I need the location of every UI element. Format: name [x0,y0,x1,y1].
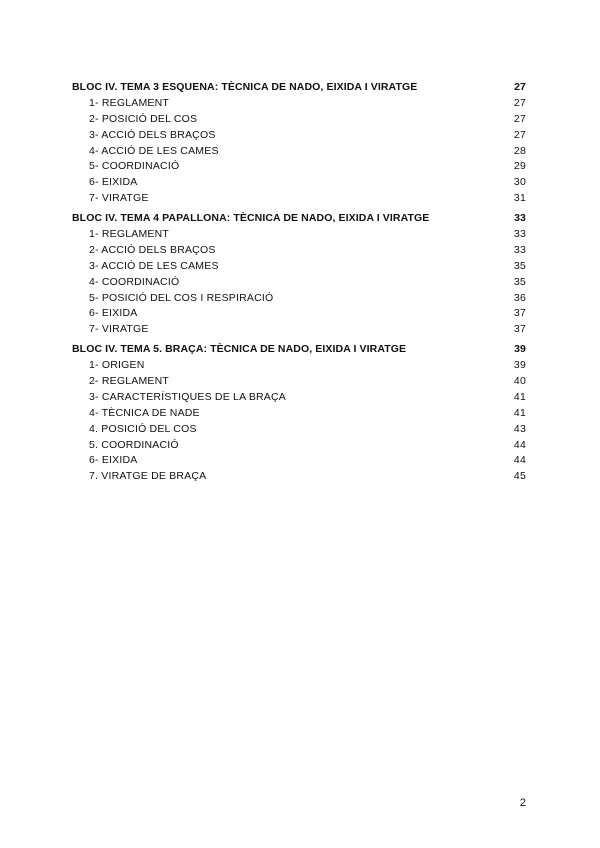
toc-entry[interactable] [72,358,526,374]
toc-entry-page: 36 [513,291,526,304]
toc-entry-label: 4. POSICIÓ DEL COS [89,422,197,435]
toc-entry-page: 29 [513,160,526,173]
toc-entry[interactable] [72,159,526,175]
toc-entry-label: 4- ACCIÓ DE LES CAMES [89,144,219,157]
toc-entry[interactable] [72,191,526,207]
toc-entry-page: 33 [513,228,526,241]
toc-entry-label: 2- REGLAMENT [89,375,169,388]
toc-entry[interactable] [72,144,526,160]
toc-entry-label: 1- REGLAMENT [89,228,169,241]
toc-entry-label: 3- CARACTERÍSTIQUES DE LA BRAÇA [89,390,286,403]
toc-entry-page: 44 [513,438,526,451]
toc-entry-page: 40 [513,375,526,388]
toc-entry-page: 35 [513,259,526,272]
toc-entry-page: 28 [513,144,526,157]
toc-entry-page: 33 [513,243,526,256]
toc-entry[interactable] [72,306,526,322]
toc-entry-page: 37 [513,323,526,336]
toc-heading-title: BLOC IV. TEMA 5. BRAÇA: TÈCNICA DE NADO, EIXIDA I VIRATGE [72,343,407,356]
toc-entry[interactable] [72,275,526,291]
toc-entry[interactable] [72,453,526,469]
toc-entry-label: 5- COORDINACIÓ [89,160,180,173]
toc-entry[interactable] [72,406,526,422]
toc-entry[interactable] [72,227,526,243]
toc-entry-label: 3- ACCIÓ DE LES CAMES [89,259,219,272]
toc-entry-page: 27 [513,128,526,141]
toc-entry-label: 2- ACCIÓ DELS BRAÇOS [89,243,216,256]
toc-heading-page: 33 [514,212,526,225]
toc-heading-title: BLOC IV. TEMA 3 ESQUENA: TÈCNICA DE NADO, EIXIDA I VIRATGE [72,81,418,93]
toc-entry-page: 45 [513,470,526,483]
toc-entry-page: 41 [513,390,526,403]
toc-entry-label: 3- ACCIÓ DELS BRAÇOS [89,128,216,141]
toc-entry-label: 4- COORDINACIÓ [89,275,180,288]
toc-heading[interactable] [72,342,526,358]
toc-entry-label: 6- EIXIDA [89,176,138,189]
toc-entry-label: 6- EIXIDA [89,454,138,467]
toc-entry[interactable] [72,259,526,275]
toc-entry[interactable] [72,469,526,485]
toc-entry[interactable] [72,322,526,338]
toc-heading-page: 27 [514,81,526,93]
toc-entry-label: 5- POSICIÓ DEL COS I RESPIRACIÓ [89,291,274,304]
toc-entry[interactable] [72,422,526,438]
toc-entry[interactable] [72,438,526,454]
toc-entry[interactable] [72,128,526,144]
toc-section-tema-3 [72,80,526,207]
toc-entry[interactable] [72,291,526,307]
toc-entry[interactable] [72,243,526,259]
toc-section-tema-4 [72,211,526,338]
toc-entry-label: 4- TÈCNICA DE NADE [89,406,200,419]
toc-entry-page: 35 [513,275,526,288]
toc-entry-label: 6- EIXIDA [89,307,138,320]
toc-entry-page: 37 [513,307,526,320]
toc-heading[interactable] [72,80,526,96]
toc-entry-page: 27 [513,112,526,125]
toc-entry[interactable] [72,96,526,112]
page-number: 2 [519,797,526,809]
toc-entry-label: 7- VIRATGE [89,192,149,205]
toc-entry-label: 5. COORDINACIÓ [89,438,179,451]
toc-entry-page: 39 [513,359,526,372]
table-of-contents [72,80,526,489]
toc-entry-label: 7- VIRATGE [89,323,149,336]
toc-entry[interactable] [72,390,526,406]
toc-heading-page: 39 [514,343,526,356]
toc-entry-page: 43 [513,422,526,435]
toc-entry-page: 27 [513,96,526,109]
toc-entry-label: 1- REGLAMENT [89,96,169,109]
toc-entry-page: 41 [513,406,526,419]
toc-entry[interactable] [72,112,526,128]
toc-entry-label: 2- POSICIÓ DEL COS [89,112,198,125]
toc-entry-label: 7. VIRATGE DE BRAÇA [89,470,207,483]
toc-entry-page: 44 [513,454,526,467]
toc-entry-page: 31 [513,192,526,205]
toc-entry-label: 1- ORIGEN [89,359,145,372]
toc-section-tema-5 [72,342,526,485]
toc-entry[interactable] [72,175,526,191]
toc-entry[interactable] [72,374,526,390]
toc-entry-page: 30 [513,176,526,189]
toc-heading-title: BLOC IV. TEMA 4 PAPALLONA: TÈCNICA DE NADO, EIXIDA I VIRATGE [72,212,430,225]
toc-heading[interactable] [72,211,526,227]
